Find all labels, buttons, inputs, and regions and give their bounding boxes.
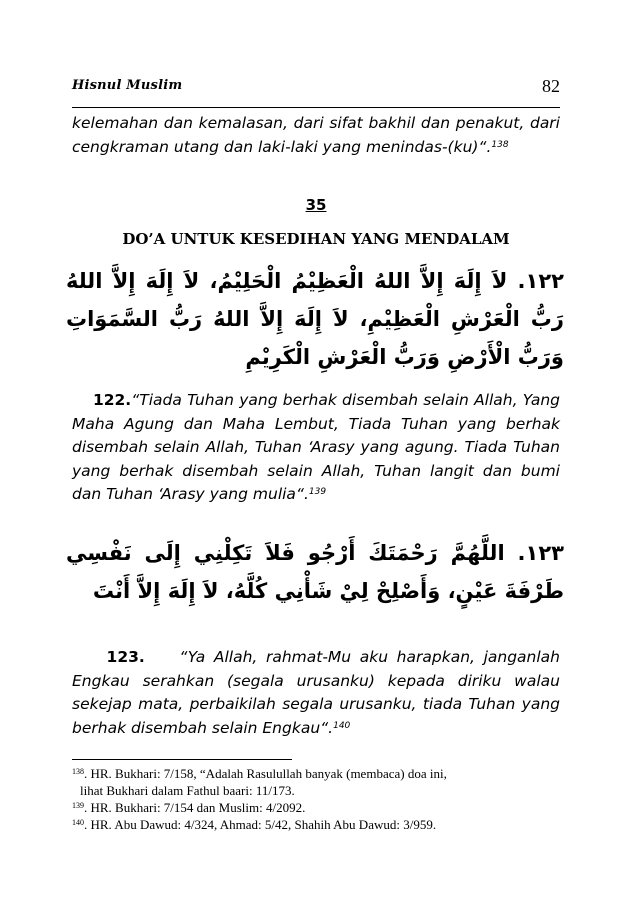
translation-text: “Ya Allah, rahmat-Mu aku harapkan, janganlah Engkau serahkan (segala urusanku) kepada diriku walau sekejap mata, perbaikilah segala urusanku, tiada Tuhan yang berhak disembah selain Engkau“. [72, 648, 560, 737]
footnote-140 [72, 816, 562, 833]
translation-123 [72, 646, 560, 740]
footnote-text: . HR. Bukhari: 7/158, “Adalah Rasulullah banyak (membaca) doa ini, [84, 766, 447, 781]
footnote-138 [72, 765, 562, 799]
footnotes [72, 765, 562, 833]
footnote-number: 138 [72, 767, 84, 776]
page-number: 82 [542, 76, 560, 96]
translation-text: “Tiada Tuhan yang berhak disembah selain Allah, Yang Maha Agung dan Maha Lembut, Tiada Tuhan yang berhak disembah selain Allah, Tuhan ‘Arasy yang agung. Tiada Tuhan yang berhak disembah selain Allah, Tuhan langit dan bumi dan Tuhan ‘Arasy yang mulia“. [72, 391, 560, 503]
footnote-text: . HR. Abu Dawud: 4/324, Ahmad: 5/42, Shahih Abu Dawud: 3/959. [84, 817, 437, 832]
footnote-text: . HR. Bukhari: 7/154 dan Muslim: 4/2092. [84, 800, 306, 815]
translation-122 [72, 389, 560, 507]
footnote-number: 140 [72, 818, 84, 827]
chapter-title: DO’A UNTUK KESEDIHAN YANG MENDALAM [122, 230, 510, 248]
running-title: Hisnul Muslim [72, 78, 183, 93]
footnote-ref: 138 [491, 139, 509, 150]
footnote-ref: 140 [333, 720, 351, 731]
arabic-dua-123: ١٢٣. اللَّهُمَّ رَحْمَتَكَ أَرْجُو فَلاَ تَكِلْنِي إِلَى نَفْسِي طَرْفَةَ عَيْنٍ، وَأَصْلِحْ لِيْ شَأْنِي كُلَّهُ، لاَ إِلَهَ إِلاَّ أَنْتَ [66, 541, 564, 603]
chapter-number: 35 [305, 196, 327, 214]
footnote-139 [72, 799, 562, 816]
footnote-number: 139 [72, 801, 84, 810]
footnote-ref: 139 [308, 487, 327, 497]
arabic-dua-122: ١٢٢. لاَ إِلَهَ إِلاَّ اللهُ الْعَظِيْمُ الْحَلِيْمُ، لاَ إِلَهَ إِلاَّ اللهُ رَبُّ الْعَرْشِ الْعَظِيْمِ، لاَ إِلَهَ إِلاَّ اللهُ رَبُّ السَّمَوَاتِ وَرَبُّ الْأَرْضِ وَرَبُّ الْعَرْشِ الْكَرِيْمِ [66, 269, 564, 369]
paragraph-continued [72, 112, 560, 159]
dua-number: 122. [92, 391, 132, 409]
header-rule [72, 107, 560, 108]
dua-number: 123. [106, 648, 145, 666]
footnote-text-continued: lihat Bukhari dalam Fathul baari: 11/173. [80, 783, 295, 798]
page-header [72, 68, 560, 108]
footnote-rule [72, 759, 292, 760]
paragraph-text: kelemahan dan kemalasan, dari sifat bakhil dan penakut, dari cengkraman utang dan laki-laki yang menindas-(ku)“. [72, 114, 560, 156]
